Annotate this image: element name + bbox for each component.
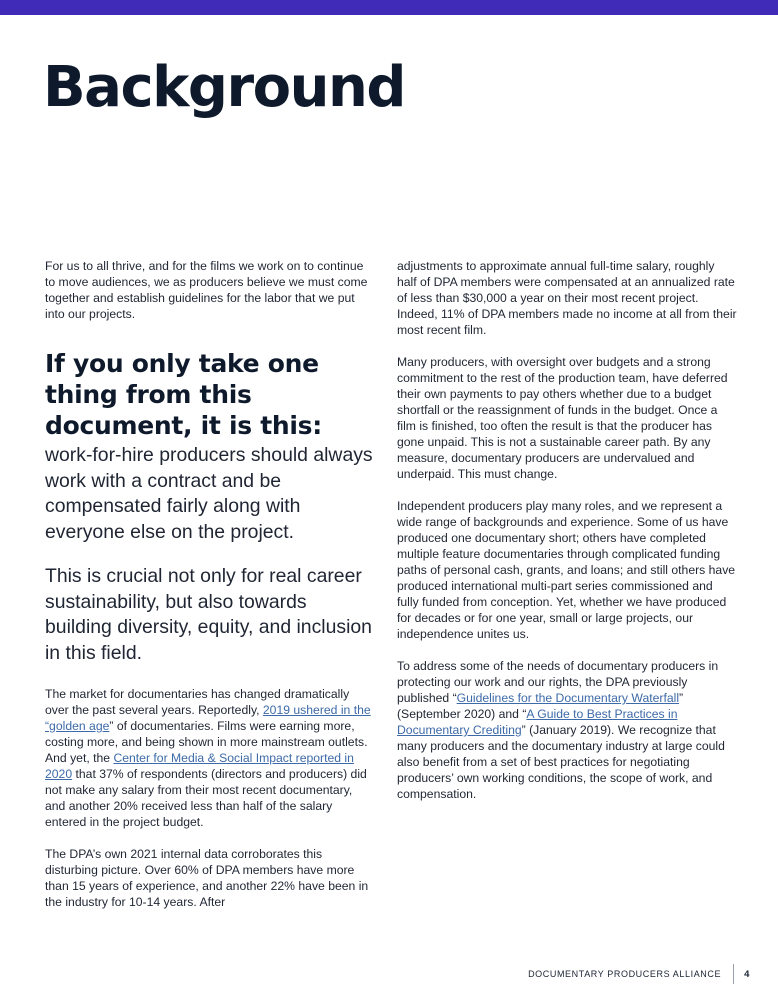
address-text-3: ” (January 2019). We recognize that many producers and the documentary industry at large could also benefit from a set of best practices for negotiating producers’ own working conditions, the scope of work, and compensation. <box>397 723 725 801</box>
market-paragraph <box>45 686 375 830</box>
crediting-guide-link[interactable]: A Guide to Best Practices in Documentary Crediting <box>397 707 678 737</box>
right-column <box>397 258 737 818</box>
address-text-1: To address some of the needs of documentary producers in protecting our work and our rights, the DPA previously published “ <box>397 659 719 705</box>
address-text-2: ” (September 2020) and “ <box>397 691 684 721</box>
pull-quote-heading: If you only take one thing from this document, it is this: <box>45 349 322 440</box>
adjustments-paragraph: adjustments to approximate annual full-time salary, roughly half of DPA members were compensated at an annualized rate of less than $30,000 a year on their most recent project. Indeed, 11% of DPA members made no income at all from their most recent film. <box>397 259 737 337</box>
pull-quote-crucial: This is crucial not only for real career sustainability, but also towards building diversity, equity, and inclusion in this field. <box>45 565 372 664</box>
many-producers-paragraph: Many producers, with oversight over budgets and a strong commitment to the rest of the production team, have deferred their own payments to pay others whether due to a budget shortfall or the reassignment of funds in the budget. Once a film is finished, too often the result is that the producer has gone unpaid. This is not a sustainable career path. By any measure, documentary producers are undervalued and underpaid. This must change. <box>397 355 728 481</box>
page-number: 4 <box>744 968 750 980</box>
address-paragraph <box>397 658 737 802</box>
independent-producers-paragraph: Independent producers play many roles, and we represent a wide range of backgrounds and experience. Some of us have produced one documentary short; others have completed multiple feature documentaries through complicated funding paths of personal cash, grants, and loans; and still others have produced international multi-part series commissioned and fully funded from conception. Yet, whether we have produced for decades or for one year, small or large projects, our independence unites us. <box>397 499 736 641</box>
cmsi-report-link[interactable]: Center for Media & Social Impact reported in 2020 <box>45 751 354 781</box>
intro-paragraph: For us to all thrive, and for the films we work on to continue to move audiences, we as producers believe we must come together and establish guidelines for the labor that we put into our projects. <box>45 259 368 321</box>
market-text-3: that 37% of respondents (directors and producers) did not make any salary from their most recent documentary, and another 20% received less than half of the salary entered in the project budget. <box>45 767 367 829</box>
page-title: Background <box>43 55 405 120</box>
footer-org-name: DOCUMENTARY PRODUCERS ALLIANCE <box>528 969 722 979</box>
market-text-1: The market for documentaries has changed dramatically over the past several years. Reportedly, <box>45 687 350 717</box>
golden-age-link[interactable]: 2019 ushered in the “golden age <box>45 703 371 733</box>
market-text-2: ” of documentaries. Films were earning more, costing more, and being shown in more mainstream outlets. And yet, the <box>45 719 368 765</box>
top-accent-bar <box>0 0 778 15</box>
dpa-data-paragraph: The DPA’s own 2021 internal data corroborates this disturbing picture. Over 60% of DPA members have more than 15 years of experience, and another 22% have been in the industry for 10-14 years. After <box>45 847 369 909</box>
waterfall-guidelines-link[interactable]: Guidelines for the Documentary Waterfall <box>456 691 680 705</box>
footer-divider <box>733 964 734 984</box>
page-footer <box>528 964 750 984</box>
left-column <box>45 258 375 926</box>
pull-quote-body: work-for-hire producers should always work with a contract and be compensated fairly along with everyone else on the project. <box>45 444 373 543</box>
